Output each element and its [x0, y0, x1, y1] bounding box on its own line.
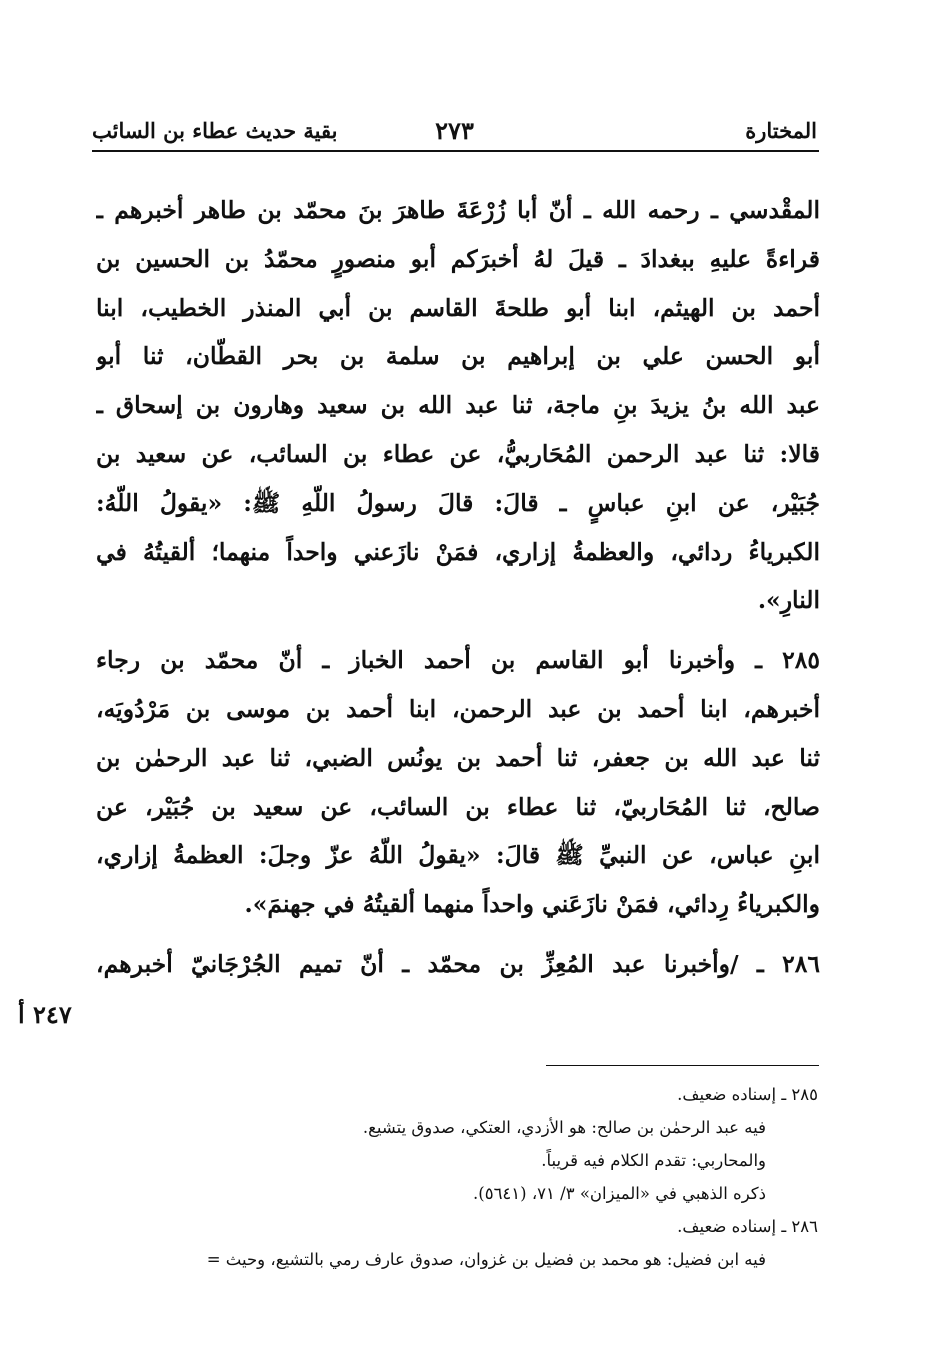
text-line: صالح، ثنا المُحَاربيّ، ثنا عطاء بن السائب، عن سعيد بن جُبَيْر، عن [96, 792, 820, 821]
paragraph-gap [96, 929, 820, 940]
footnote-line: ٢٨٦ ـ إسناده ضعيف. [677, 1217, 818, 1236]
section-title: بقية حديث عطاء بن السائب [92, 118, 338, 143]
footnote-line: ٢٨٥ ـ إسناده ضعيف. [677, 1085, 818, 1104]
text-line: ثنا عبد الله بن جعفر، ثنا أحمد بن يونُس الضبي، ثنا عبد الرحمٰن بن [96, 743, 820, 772]
text-line: المقْدسي ـ رحمه الله ـ أنّ أبا زُرْعَةَ طاهرَ بنَ محمّد بن طاهر أخبرهم ـ [96, 196, 820, 224]
text-line: الكبرياءُ ردائي، والعظمةُ إزاري، فمَنْ نازَعني واحداً منهما؛ ألقيتُهُ في [96, 537, 820, 566]
text-line: قراءةً عليهِ ببغدادَ ـ قيلَ لهُ أخبرَكم أبو منصورٍ محمّدُ بن الحسين بن [96, 244, 820, 273]
main-text [96, 186, 820, 989]
text-line: ابنِ عباس، عن النبيِّ ﷺ قالَ: «يقولُ اللّهُ عزّ وجلَ: العظمةُ إزاري، [96, 841, 820, 870]
text-line: أبو الحسن علي بن إبراهيم بن سلمة بن بحر القطّان، ثنا أبو [96, 342, 820, 371]
page-number: ٢٧٣ [435, 116, 474, 145]
footnote-line: فيه ابن فضيل: هو محمد بن فضيل بن غزوان، صدوق عارف رمي بالتشيع، وحيث = [206, 1250, 766, 1269]
footnote-rule [546, 1065, 819, 1066]
text-line: قالا: ثنا عبد الرحمن المُحَاربيُّ، عن عطاء بن السائب، عن سعيد بن [96, 439, 820, 468]
footnote-line: ذكره الذهبي في «الميزان» ٣/ ٧١، (٥٦٤١). [473, 1184, 766, 1203]
header-rule [92, 150, 819, 152]
running-header [92, 112, 817, 148]
text-line: أحمد بن الهيثم، ابنا أبو طلحةَ القاسم بن أبي المنذر الخطيب، ابنا [96, 293, 820, 322]
text-line: ٢٨٥ ـ وأخبرنا أبو القاسم بن أحمد الخباز ـ أنّ محمّد بن رجاء [96, 646, 820, 675]
book-title: المختارة [745, 118, 817, 143]
hadith-286 [96, 940, 820, 989]
manuscript-folio-note: ٢٤٧ أ [18, 1000, 72, 1029]
paragraph-gap [96, 625, 820, 636]
text-line: والكبرياءُ رِدائي، فمَنْ نازَعَني واحداً منهما ألقيتُهُ في جهنمَ». [244, 890, 820, 919]
footnote-line: فيه عبد الرحمٰن بن صالح: هو الأزدي، العتكي، صدوق يتشيع. [362, 1118, 766, 1137]
text-line: النارِ». [757, 586, 820, 615]
text-line: جُبَيْر، عن ابنِ عباسٍ ـ قالَ: قالَ رسولُ اللّهِ ﷺ: «يقولُ اللّهُ: [96, 488, 820, 517]
text-line: عبد الله بنُ يزيدَ بنِ ماجة، ثنا عبد الله بن سعيد وهارون بن إسحاق ـ [96, 391, 820, 420]
text-line: أخبرهم، ابنا أحمد بن عبد الرحمن، ابنا أحمد بن موسى بن مَرْدُويَه، [96, 694, 820, 723]
paragraph-continuation [96, 186, 820, 625]
text-line: ٢٨٦ ـ /وأخبرنا عبد المُعِزِّ بن محمّد ـ أنّ تميم الجُرْجَانيّ أخبرهم، [96, 949, 820, 978]
footnotes [206, 1078, 818, 1276]
hadith-285 [96, 636, 820, 929]
footnote-line: والمحاربي: تقدم الكلام فيه قريباً. [541, 1151, 766, 1170]
